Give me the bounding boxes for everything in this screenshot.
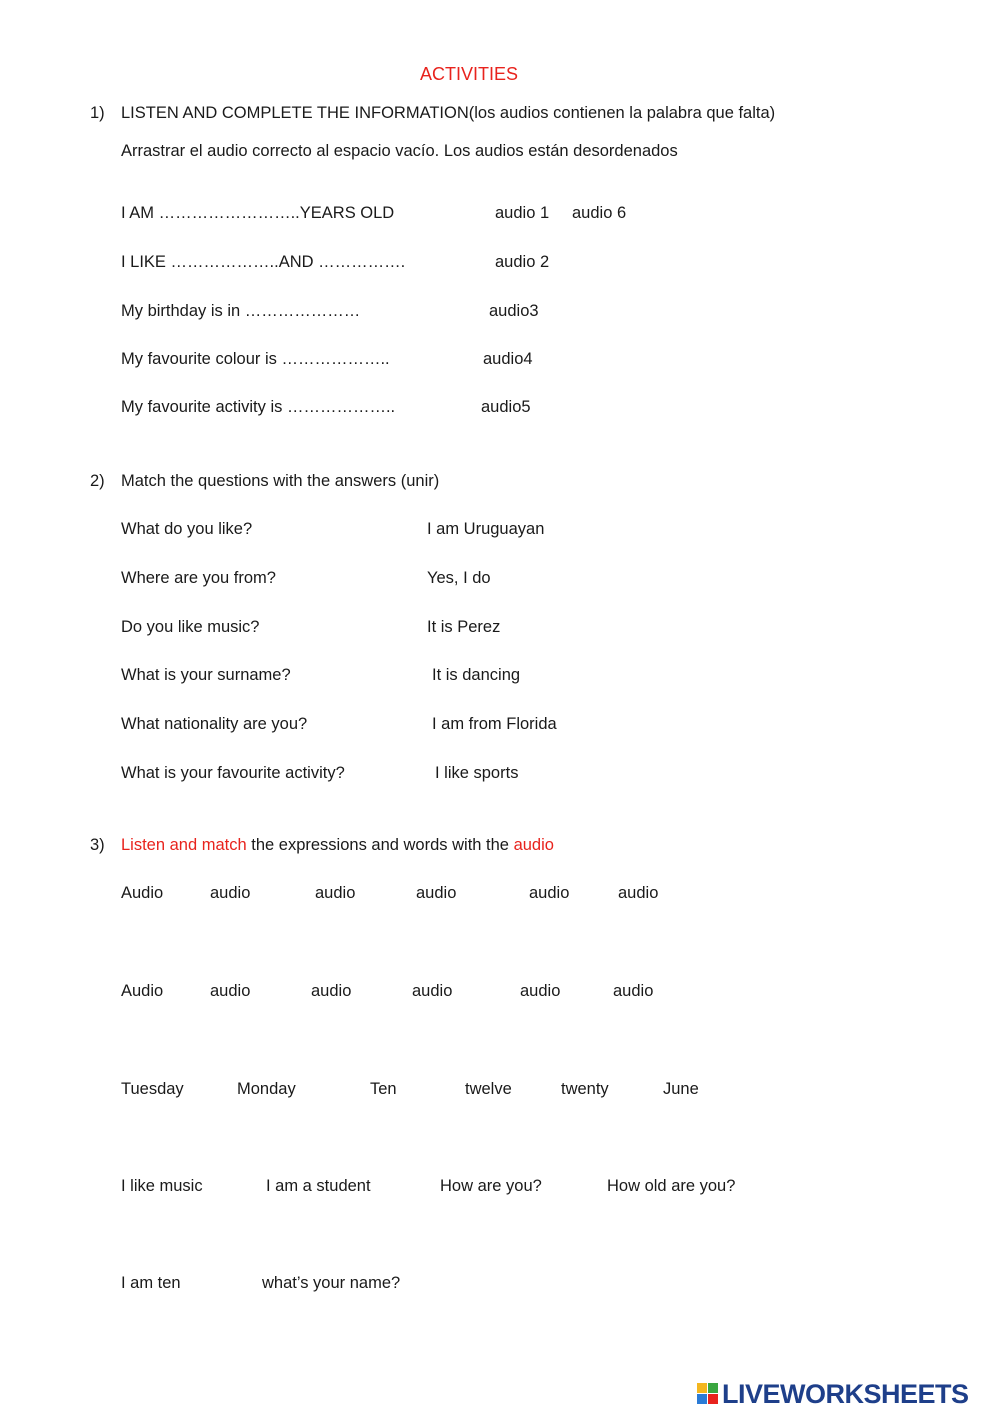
answer-item[interactable]: Yes, I do (427, 569, 491, 587)
expression-item[interactable]: How old are you? (607, 1177, 736, 1195)
question-item[interactable]: Do you like music? (121, 618, 260, 636)
expression-item[interactable]: I like music (121, 1177, 203, 1195)
audio-4-button[interactable]: audio4 (483, 350, 533, 368)
audio-5-button[interactable]: audio5 (481, 398, 531, 416)
word-item[interactable]: twenty (561, 1080, 609, 1098)
fill-sentence-birthday[interactable]: My birthday is in ………………… (121, 302, 361, 320)
answer-item[interactable]: I am Uruguayan (427, 520, 545, 538)
audio-1-button[interactable]: audio 1 (495, 204, 550, 222)
word-item[interactable]: Ten (370, 1080, 397, 1098)
word-item[interactable]: Tuesday (121, 1080, 184, 1098)
audio-button[interactable]: audio (613, 982, 654, 1000)
fill-sentence-colour[interactable]: My favourite colour is ……………….. (121, 350, 390, 368)
word-item[interactable]: June (663, 1080, 699, 1098)
expression-item[interactable]: what’s your name? (262, 1274, 401, 1292)
answer-item[interactable]: I like sports (435, 764, 519, 782)
page-title: ACTIVITIES (420, 64, 519, 84)
logo-blocks-icon (697, 1383, 719, 1405)
section-3-heading-audio: audio (513, 836, 554, 854)
audio-button[interactable]: audio (416, 884, 457, 902)
expression-item[interactable]: How are you? (440, 1177, 542, 1195)
logo-text: LIVEWORKSHEETS (722, 1379, 969, 1409)
audio-button[interactable]: audio (311, 982, 352, 1000)
section-1-heading: LISTEN AND COMPLETE THE INFORMATION(los audios contienen la palabra que falta) (121, 104, 776, 122)
audio-3-button[interactable]: audio3 (489, 302, 539, 320)
audio-button[interactable]: audio (210, 982, 251, 1000)
answer-item[interactable]: It is Perez (427, 618, 501, 636)
section-2-number: 2) (90, 472, 105, 490)
word-item[interactable]: Monday (237, 1080, 296, 1098)
section-3-heading-text: the expressions and words with the (246, 836, 514, 854)
section-3-heading-highlight: Listen and match (121, 836, 247, 854)
section-1-number: 1) (90, 104, 105, 122)
audio-6-button[interactable]: audio 6 (572, 204, 627, 222)
liveworksheets-logo (697, 1380, 969, 1408)
section-3-heading (121, 835, 554, 855)
section-3-number: 3) (90, 836, 105, 854)
word-item[interactable]: twelve (465, 1080, 512, 1098)
question-item[interactable]: What is your favourite activity? (121, 764, 345, 782)
fill-sentence-likes[interactable]: I LIKE ………………..AND ……………. (121, 253, 406, 271)
audio-button[interactable]: Audio (121, 884, 164, 902)
audio-button[interactable]: audio (412, 982, 453, 1000)
audio-button[interactable]: audio (529, 884, 570, 902)
audio-button[interactable]: audio (210, 884, 251, 902)
expression-item[interactable]: I am a student (266, 1177, 371, 1195)
audio-button[interactable]: audio (315, 884, 356, 902)
question-item[interactable]: Where are you from? (121, 569, 276, 587)
answer-item[interactable]: It is dancing (432, 666, 521, 684)
audio-button[interactable]: audio (618, 884, 659, 902)
question-item[interactable]: What do you like? (121, 520, 253, 538)
audio-2-button[interactable]: audio 2 (495, 253, 550, 271)
section-2-heading: Match the questions with the answers (unir) (121, 472, 440, 490)
question-item[interactable]: What nationality are you? (121, 715, 308, 733)
audio-button[interactable]: audio (520, 982, 561, 1000)
audio-button[interactable]: Audio (121, 982, 164, 1000)
section-1-instruction: Arrastrar el audio correcto al espacio vacío. Los audios están desordenados (121, 142, 678, 160)
question-item[interactable]: What is your surname? (121, 666, 291, 684)
fill-sentence-activity[interactable]: My favourite activity is ……………….. (121, 398, 396, 416)
fill-sentence-age[interactable]: I AM ……………………..YEARS OLD (121, 204, 395, 222)
answer-item[interactable]: I am from Florida (432, 715, 557, 733)
expression-item[interactable]: I am ten (121, 1274, 181, 1292)
